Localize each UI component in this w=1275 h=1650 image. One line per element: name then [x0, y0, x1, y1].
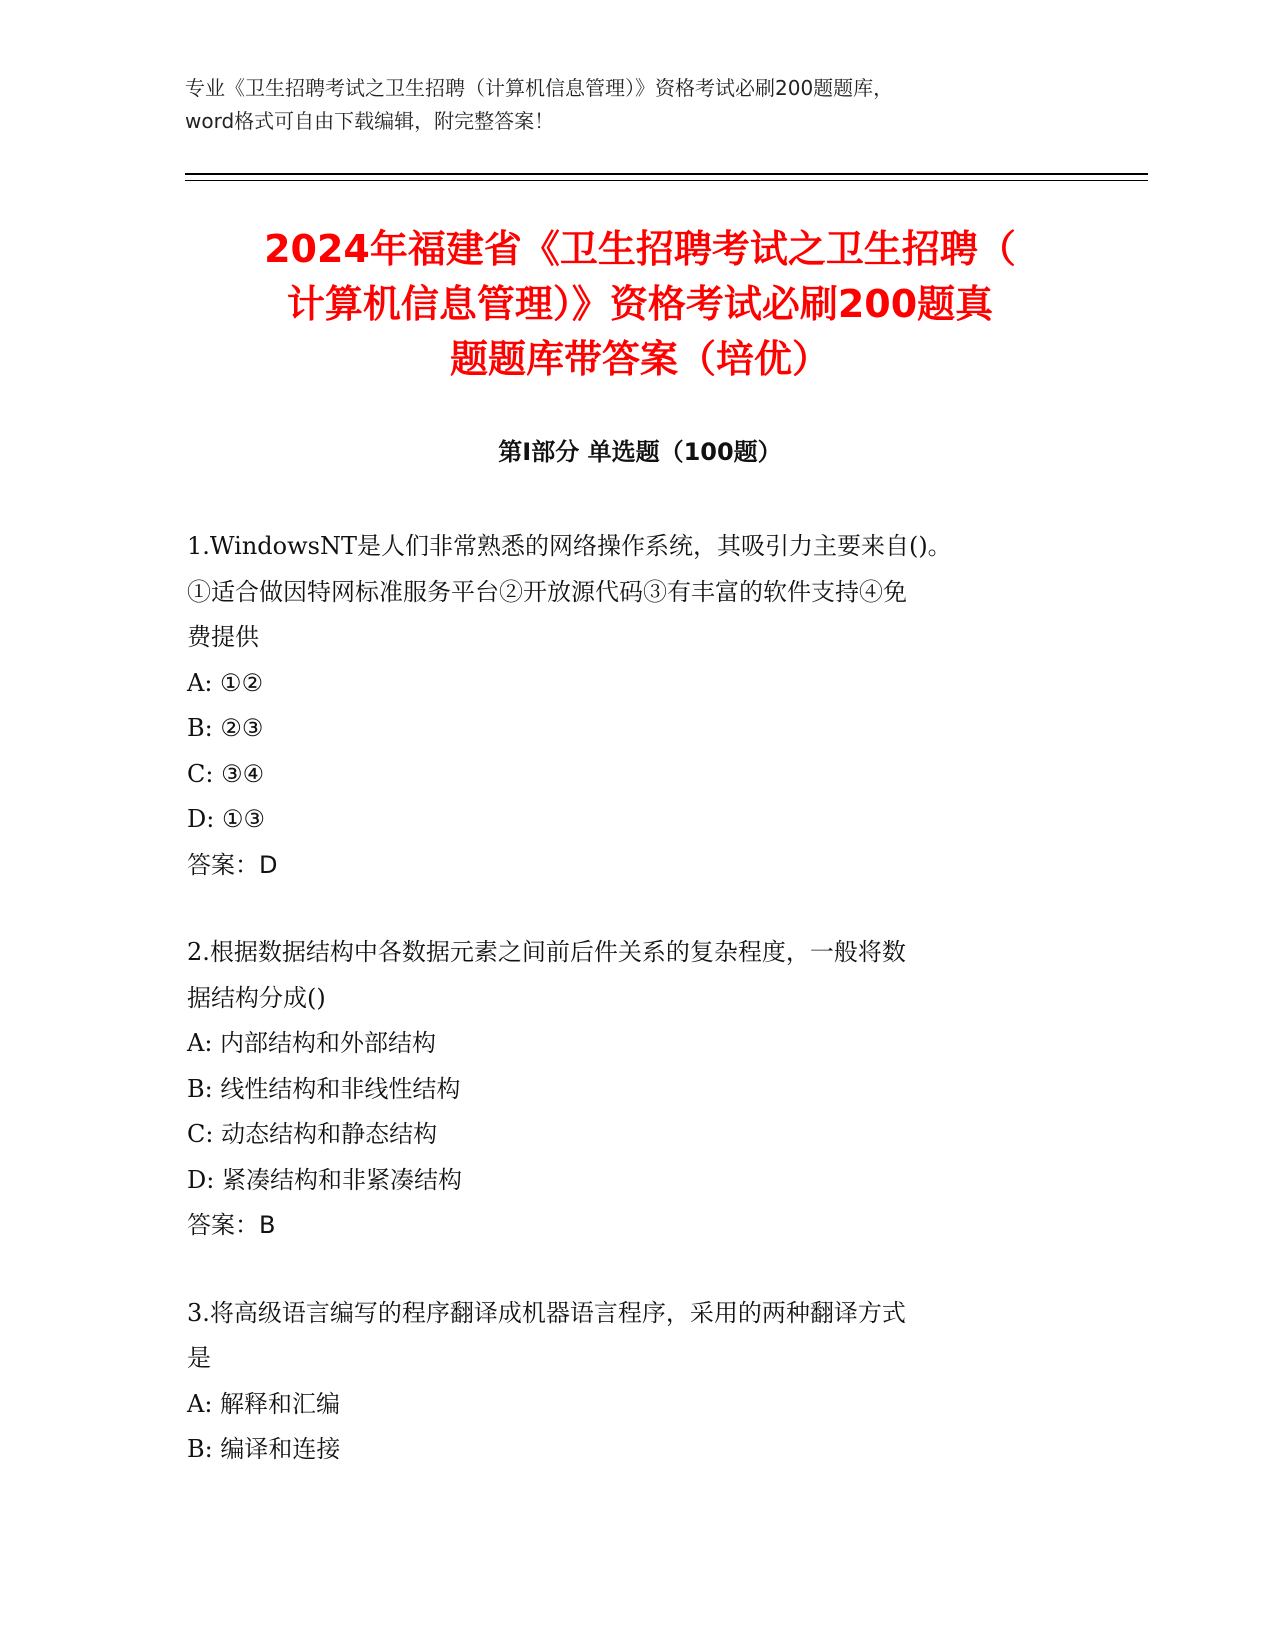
option-d: D: ①③	[187, 805, 265, 833]
question-3	[187, 1291, 1087, 1473]
option-a: A: 解释和汇编	[187, 1389, 341, 1418]
page-title-line-1: 2024年福建省《卫生招聘考试之卫生招聘（	[264, 227, 1016, 271]
header-rule-thin	[185, 180, 1148, 181]
question-text-line: 3.将高级语言编写的程序翻译成机器语言程序，采用的两种翻译方式	[187, 1298, 906, 1327]
question-text-line: 据结构分成()	[187, 983, 326, 1012]
page-title-line-2: 计算机信息管理）》资格考试必刷200题真	[286, 282, 994, 326]
section-title: 第I部分 单选题（100题）	[498, 438, 782, 466]
option-b: B: ②③	[187, 714, 264, 742]
option-b: B: 线性结构和非线性结构	[187, 1074, 461, 1103]
option-c: C: ③④	[187, 759, 265, 788]
question-text-line: 是	[187, 1344, 211, 1372]
question-2	[187, 930, 1087, 1249]
page-title-line-3: 题题库带答案（培优）	[449, 337, 830, 381]
header-rule-thick	[185, 173, 1148, 175]
question-1	[187, 524, 1087, 888]
header-note-line-1: 专业《卫生招聘考试之卫生招聘（计算机信息管理）》资格考试必刷200题题库，	[185, 76, 894, 100]
page-title	[180, 222, 1100, 387]
option-a: A: ①②	[187, 668, 264, 697]
option-a: A: 内部结构和外部结构	[187, 1029, 437, 1057]
question-text-line: ①适合做因特网标准服务平台②开放源代码③有丰富的软件支持④免	[187, 577, 907, 606]
question-text-line: 2.根据数据结构中各数据元素之间前后件关系的复杂程度，一般将数	[187, 938, 906, 966]
question-text-line: 1.WindowsNT是人们非常熟悉的网络操作系统，其吸引力主要来自()。	[187, 532, 952, 560]
header-note-line-2: word格式可自由下载编辑，附完整答案！	[185, 109, 555, 133]
header-note	[185, 72, 1095, 138]
question-list	[187, 524, 1087, 1515]
answer: 答案：B	[187, 1211, 276, 1239]
answer: 答案：D	[187, 850, 278, 879]
option-c: C: 动态结构和静态结构	[187, 1120, 438, 1148]
question-text-line: 费提供	[187, 623, 259, 651]
option-d: D: 紧凑结构和非紧凑结构	[187, 1165, 462, 1194]
option-b: B: 编译和连接	[187, 1435, 341, 1463]
